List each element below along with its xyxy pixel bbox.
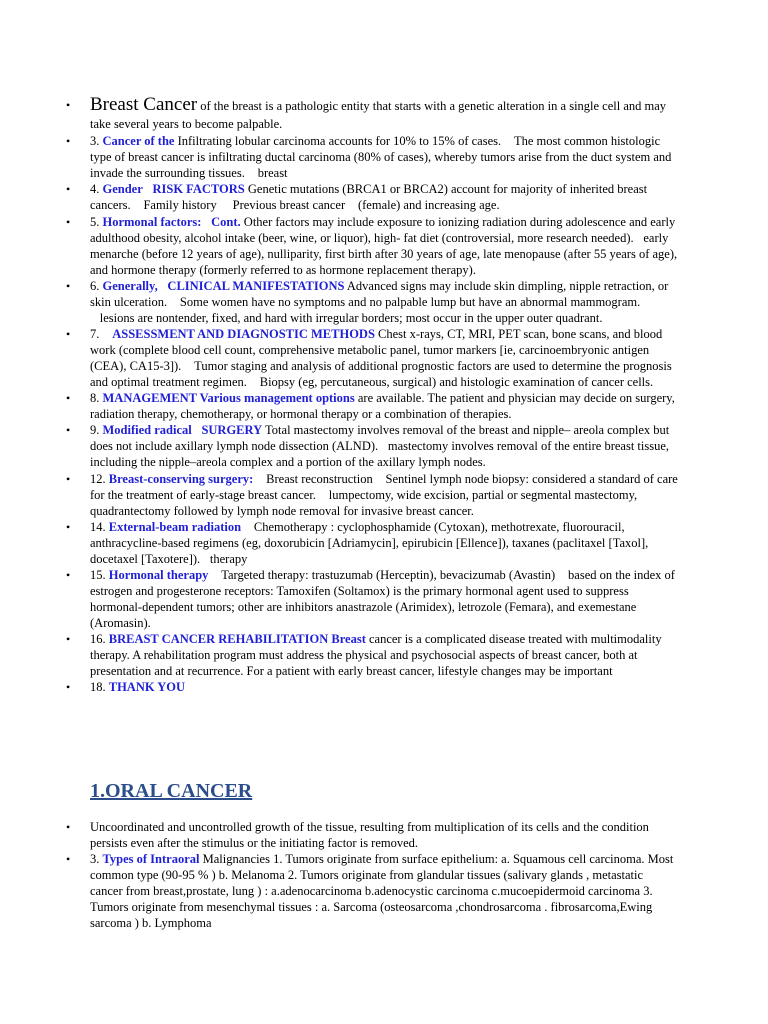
breast-cancer-list: [0, 96, 768, 695]
item-highlight: Breast-conserving surgery:: [108, 471, 257, 486]
bullet: •: [66, 680, 71, 695]
bullet: •: [66, 326, 71, 341]
item-highlight: Generally, CLINICAL MANIFESTATIONS: [102, 278, 338, 293]
bullet: •: [66, 423, 71, 438]
item-number: 9.: [90, 423, 103, 438]
item-text: cancer is a complicated disease treated with multimodality therapy. A rehabilitation program must address the physical and psychosocial aspects of breast cancer, both at presentation and at recurrence. For a patient with early breast cancer, lifestyle changes may be important: [90, 632, 662, 679]
item-number: 7.: [90, 326, 103, 341]
item-number: 14.: [90, 519, 109, 534]
bullet: •: [66, 820, 71, 834]
item-highlight: THANK YOU: [108, 680, 186, 695]
item-highlight: MANAGEMENT Various management options: [102, 391, 355, 406]
item-number: 8.: [90, 391, 103, 406]
item-text: Advanced signs may include skin dimpling, nipple retraction, or skin ulceration. Some women have no symptoms and no palpable lump but have an abnormal mammogram. lesions are nontender, fixed, and hard with irregular borders; most occur in the upper outer quadrant.: [90, 278, 669, 325]
list-item: [0, 326, 768, 390]
item-number: 5.: [90, 214, 103, 229]
item-highlight: Cancer of the: [102, 134, 175, 149]
item-text: Chest x-rays, CT, MRI, PET scan, bone scans, and blood work (complete blood cell count, comprehensive metabolic panel, tumor markers [ie, carcinoembryonic antigen (CEA), CA15-3]). Tumor staging and analysis of additional prognostic factors are used to determine the prognosis and optimal treatment regimen. Biopsy (eg, percutaneous, surgical) and histologic examination of cancer cells.: [90, 326, 662, 389]
bullet: •: [66, 214, 71, 229]
item-highlight: BREAST CANCER REHABILITATION Breast: [108, 632, 366, 647]
item-text: of the breast is a pathologic entity that starts with a genetic alteration in a single cell and may take several years to become palpable.: [90, 99, 667, 131]
item-text: Targeted therapy: trastuzumab (Herceptin), bevacizumab (Avastin) based on the index of estrogen and progesterone receptors: Tamoxifen (Soltamox) is the primary hormonal agent used to suppress hormonal-dependent tumors; other are inhibitors anastrazole (Arimidex), letrozole (Femara), and exemestane (Aromasin).: [90, 567, 656, 630]
list-item: [0, 519, 768, 567]
oral-cancer-list: [0, 819, 768, 931]
item-text: Uncoordinated and uncontrolled growth of the tissue, resulting from multiplication of its cells and the condition persists even after the stimulus or the initiating factor is removed.: [90, 820, 649, 850]
bullet: •: [66, 632, 71, 647]
bullet: •: [66, 278, 71, 293]
item-text: Total mastectomy involves removal of the breast and nipple– areola complex but does not include axillary lymph node dissection (ALND). mastectomy involves removal of the entire breast tissue, including the nipple–areola complex and a portion of the axillary lymph nodes.: [90, 423, 663, 470]
item-text: Other factors may include exposure to ionizing radiation during adolescence and early adulthood obesity, alcohol intake (beer, wine, or liquor), high- fat diet (controversial, more research needed). early menarche (before 12 years of age), nulliparity, first birth after 30 years of age, late menopause (after 55 years of age), and hormone therapy (formerly referred to as hormone replacement therapy).: [90, 214, 678, 277]
item-text: Chemotherapy : cyclophosphamide (Cytoxan), methotrexate, fluorouracil, anthracycline-based regimens (eg, doxorubicin [Adriamycin], epirubicin [Ellence]), taxanes (paclitaxel [Taxol], docetaxel [Taxotere]). therapy: [90, 519, 649, 566]
bullet: •: [66, 567, 71, 582]
item-text: Malignancies 1. Tumors originate from surface epithelium: a. Squamous cell carcinoma. Most common type (90-95 % ) b. Melanoma 2. Tumors originate from glandular tissues (salivary glands , metastatic cancer from breast,prostate, lung ) : a.adenocarcinoma b.adenocystic carcinoma c.mucoepidermoid carcinoma 3. Tumors originate from mesenchymal tissues : a. Sarcoma (osteosarcoma ,chondrosarcoma . fibrosarcoma,Ewing sarcoma ) b. Lymphoma: [90, 852, 674, 930]
item-number: 4.: [90, 182, 103, 197]
bullet: •: [66, 471, 71, 486]
list-item: [0, 679, 768, 695]
list-item: [0, 471, 768, 519]
bullet: •: [66, 519, 71, 534]
list-item: [0, 390, 768, 422]
item-highlight: ASSESSMENT AND DIAGNOSTIC METHODS: [102, 326, 366, 341]
bullet: •: [66, 134, 71, 149]
item-highlight: Breast Cancer: [90, 94, 198, 115]
list-item: [0, 851, 768, 931]
item-number: 3.: [90, 852, 103, 866]
list-item: [0, 214, 768, 278]
item-highlight: External-beam radiation: [108, 519, 245, 534]
item-text: Infiltrating lobular carcinoma accounts for 10% to 15% of cases. The most common histologic type of breast cancer is infiltrating ductal carcinoma (80% of cases), whereby tumors arise from the duct system and invade the surrounding tissues. breast: [90, 134, 675, 181]
list-item: [0, 133, 768, 181]
bullet: •: [66, 98, 71, 112]
item-number: 16.: [90, 632, 109, 647]
list-item: [0, 278, 768, 326]
item-number: 15.: [90, 567, 109, 582]
item-number: 12.: [90, 471, 109, 486]
item-text: Genetic mutations (BRCA1 or BRCA2) account for majority of inherited breast cancers. Family history Previous breast cancer (female) and increasing age.: [90, 182, 641, 213]
item-number: 6.: [90, 278, 103, 293]
item-highlight: Modified radical SURGERY: [102, 423, 256, 438]
list-item: [0, 819, 768, 851]
bullet: •: [66, 182, 71, 197]
item-number: 3.: [90, 134, 103, 149]
list-item: [0, 631, 768, 679]
item-highlight: Gender RISK FACTORS: [102, 182, 238, 197]
list-item: [0, 567, 768, 631]
bullet: •: [66, 852, 71, 866]
list-item: [0, 422, 768, 470]
item-highlight: Hormonal therapy: [108, 567, 212, 582]
list-item: [0, 96, 768, 133]
item-highlight: Hormonal factors: Cont.: [102, 214, 235, 229]
item-number: 18.: [90, 680, 109, 695]
item-text: are available. The patient and physician may decide on surgery, radiation therapy, chemotherapy, or hormonal therapy or a combination of therapies.: [90, 391, 675, 422]
item-highlight: Types of Intraoral: [102, 852, 200, 866]
item-text: Breast reconstruction Sentinel lymph node biopsy: considered a standard of care for the treatment of early-stage breast cancer. lumpectomy, wide excision, partial or segmental mastectomy, quadrantectomy followed by lymph node removal for invasive breast cancer.: [90, 471, 677, 518]
section-heading: 1.ORAL CANCER: [90, 780, 253, 802]
bullet: •: [66, 391, 71, 406]
list-item: [0, 181, 768, 213]
